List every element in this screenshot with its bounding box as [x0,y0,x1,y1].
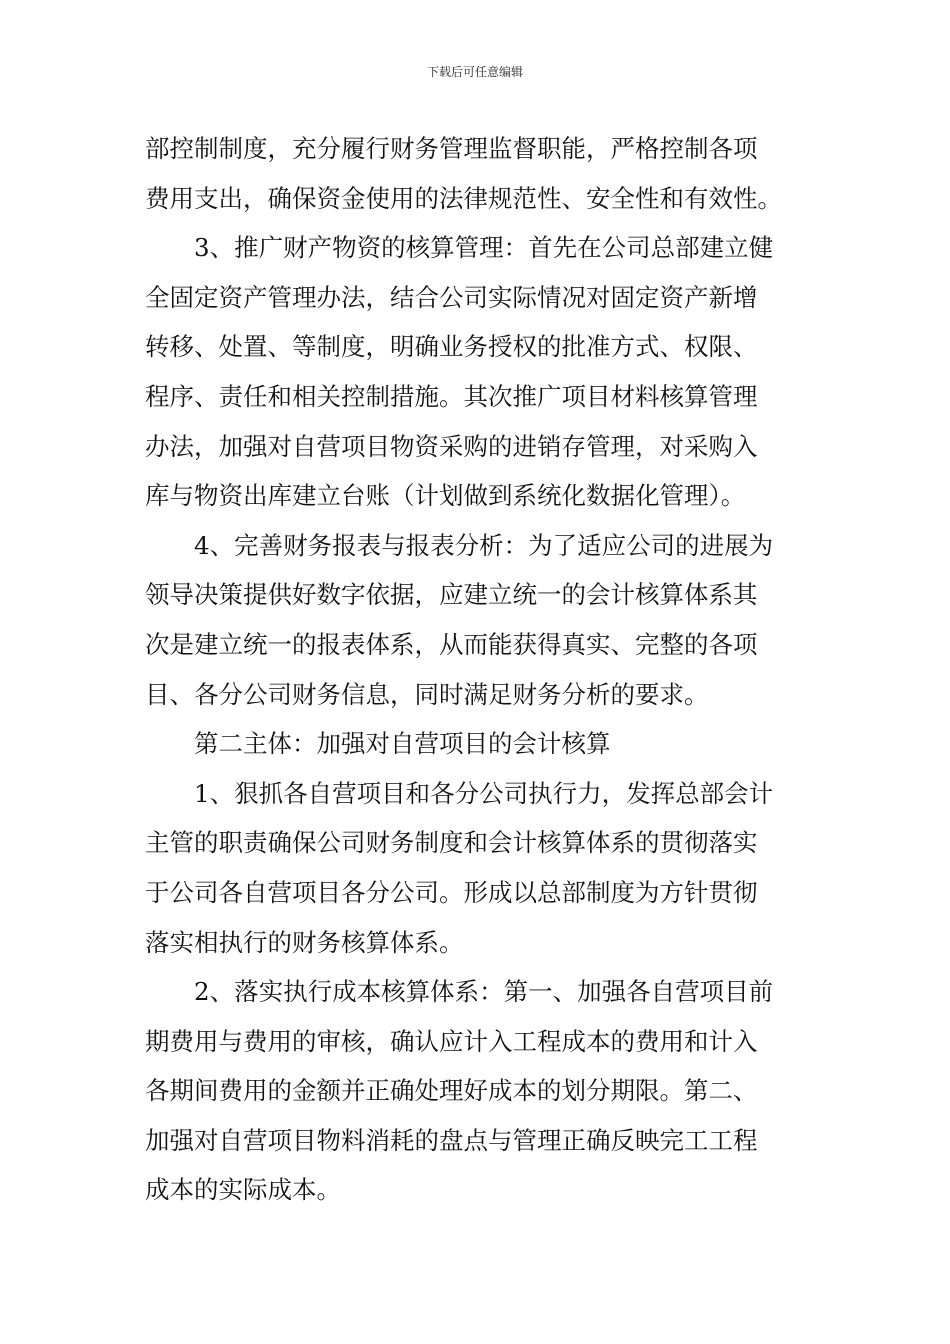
text-line: 期费用与费用的审核，确认应计入工程成本的费用和计入 [145,1026,758,1056]
section-heading: 第二主体：加强对自营项目的会计核算 [194,729,611,759]
text-line: 成本的实际成本。 [145,1175,341,1205]
text-line: 部控制制度，充分履行财务管理监督职能，严格控制各项 [145,134,758,163]
text-line: 目、各分公司财务信息，同时满足财务分析的要求。 [145,679,709,709]
paragraph-start-line: 2、落实执行成本核算体系：第一、加强各自营项目前 [194,977,774,1007]
text-line: 程序、责任和相关控制措施。其次推广项目材料核算管理 [145,381,758,411]
paragraph-start-line: 1、狠抓各自营项目和各分公司执行力，发挥总部会计 [194,778,774,808]
text-line: 各期间费用的金额并正确处理好成本的划分期限。第二、 [145,1076,758,1106]
text-line: 全固定资产管理办法，结合公司实际情况对固定资产新增 [145,282,758,312]
text-line: 转移、处置、等制度，明确业务授权的批准方式、权限、 [145,332,758,362]
text-line: 落实相执行的财务核算体系。 [145,927,464,957]
text-line: 费用支出，确保资金使用的法律规范性、安全性和有效性。 [145,183,782,213]
document-body [145,124,809,1215]
text-line: 领导决策提供好数字依据，应建立统一的会计核算体系其 [145,580,758,610]
text-line: 加强对自营项目物料消耗的盘点与管理正确反映完工工程 [145,1125,758,1155]
text-line: 库与物资出库建立台账（计划做到系统化数据化管理）。 [145,481,746,511]
text-line: 主管的职责确保公司财务制度和会计核算体系的贯彻落实 [145,828,758,858]
text-line: 次是建立统一的报表体系，从而能获得真实、完整的各项 [145,629,758,659]
paragraph-start-line: 3、推广财产物资的核算管理：首先在公司总部建立健 [194,233,774,263]
page-header-note: 下载后可任意编辑 [426,65,523,79]
paragraph-start-line: 4、完善财务报表与报表分析：为了适应公司的进展为 [194,530,774,560]
text-line: 办法，加强对自营项目物资采购的进销存管理，对采购入 [145,431,758,461]
text-line: 于公司各自营项目各分公司。形成以总部制度为方针贯彻 [145,877,758,907]
